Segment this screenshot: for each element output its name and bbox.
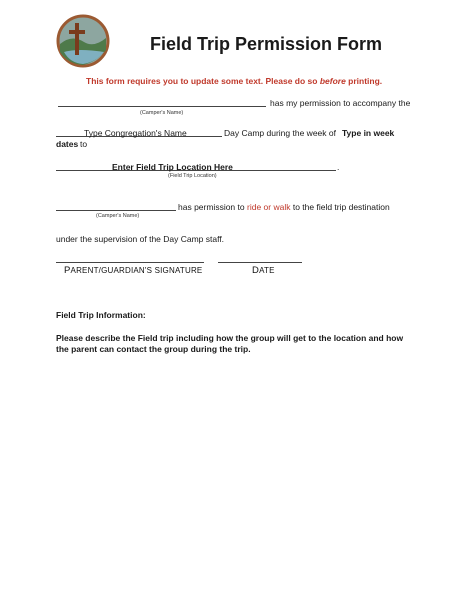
- ride-or-walk-option[interactable]: ride or walk: [247, 202, 291, 212]
- camper-name-caption-2: (Camper's Name): [96, 213, 140, 219]
- parent-signature-line[interactable]: [56, 262, 204, 263]
- location-caption: (Field Trip Location): [168, 173, 217, 179]
- supervision-text: under the supervision of the Day Camp staff.: [56, 234, 225, 244]
- has-permission-text: has permission to ride or walk to the field trip destination: [178, 202, 390, 212]
- field-trip-info-heading: Field Trip Information:: [56, 310, 146, 320]
- field-trip-instructions-line2: the parent can contact the group during the trip.: [56, 344, 251, 354]
- camper-name-line[interactable]: [58, 106, 266, 107]
- day-camp-text: Day Camp during the week of: [224, 128, 336, 138]
- location-period: .: [337, 162, 340, 172]
- week-placeholder[interactable]: Type in week: [342, 128, 395, 138]
- location-placeholder[interactable]: Enter Field Trip Location Here: [112, 162, 233, 172]
- congregation-placeholder[interactable]: Type Congregation's Name: [84, 128, 187, 138]
- form-title: Field Trip Permission Form: [150, 34, 383, 54]
- date-line[interactable]: [218, 262, 302, 263]
- parent-signature-label: PARENT/GUARDIAN'S SIGNATURE: [64, 265, 203, 276]
- field-trip-instructions-line1: Please describe the Field trip including how the group will get to the location and how: [56, 333, 404, 343]
- update-notice: This form requires you to update some text. Please do so before printing.: [86, 76, 383, 86]
- date-label: DATE: [252, 265, 275, 276]
- accompany-text: has my permission to accompany the: [270, 98, 411, 108]
- camper-name-caption: (Camper's Name): [140, 110, 184, 116]
- camp-logo: [56, 14, 110, 68]
- to-text: to: [80, 139, 88, 149]
- camper-name-line-2[interactable]: [56, 210, 176, 211]
- dates-placeholder[interactable]: dates: [56, 139, 79, 149]
